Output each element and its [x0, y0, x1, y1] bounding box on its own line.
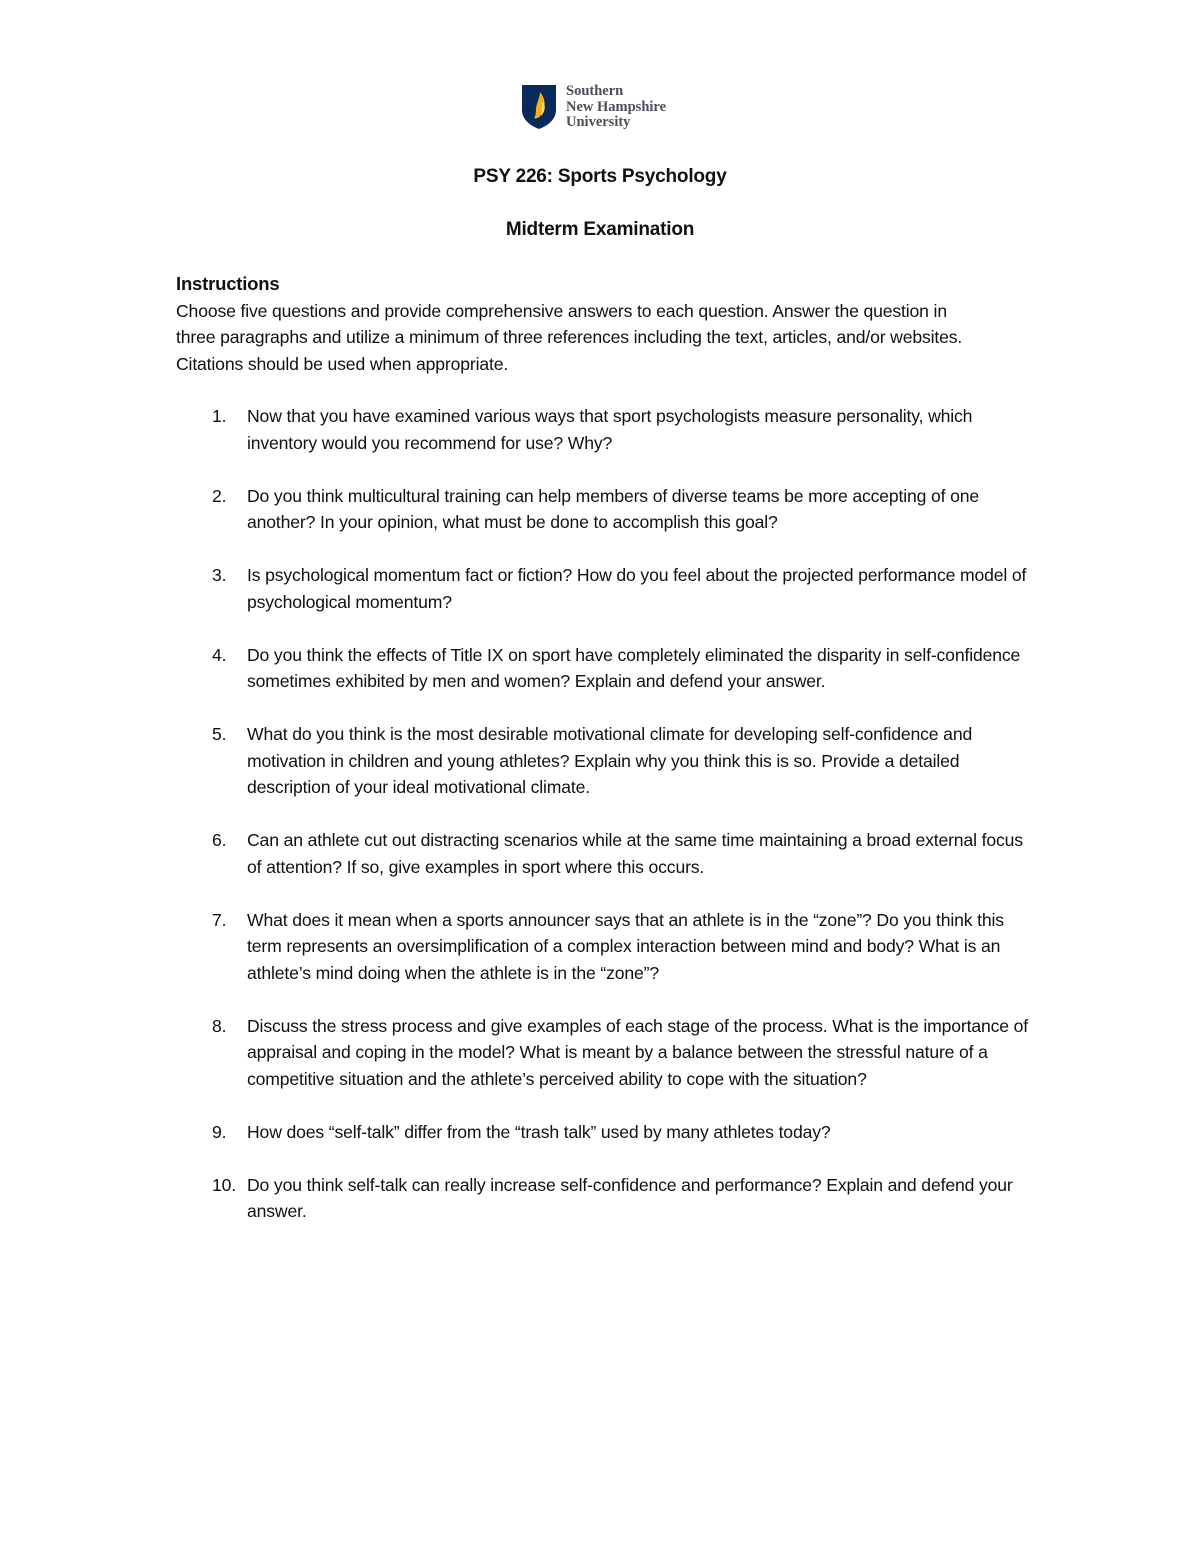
instructions-heading: Instructions: [176, 273, 280, 294]
question-text: Do you think the effects of Title IX on sport have completely eliminated the disparity in self-confidence sometimes exhibited by men and women? Explain and defend your answer.: [247, 644, 1021, 691]
logo-line-1: Southern: [566, 83, 624, 99]
question-number: 2.: [212, 485, 227, 506]
question-text: How does “self-talk” differ from the “trash talk” used by many athletes today?: [247, 1121, 831, 1142]
shield-flame-icon: [521, 84, 557, 130]
question-number: 1.: [212, 406, 227, 426]
document-body: [176, 271, 1036, 1251]
question-item: [176, 1013, 1036, 1093]
logo-line-3: University: [566, 114, 631, 130]
question-text: Discuss the stress process and give examples of each stage of the process. What is the importance of appraisal and coping in the model? What is meant by a balance between the stressful nature of a competitive situation and the athlete’s perceived ability to cope with the situation?: [247, 1015, 1029, 1089]
question-number: 4.: [212, 644, 227, 665]
question-number: 9.: [212, 1121, 227, 1142]
question-number: 7.: [212, 909, 227, 930]
question-text: Can an athlete cut out distracting scenarios while at the same time maintaining a broad external focus of attention? If so, give examples in sport where this occurs.: [247, 830, 1023, 877]
question-item: [176, 562, 1036, 615]
question-text: Do you think self-talk can really increase self-confidence and performance? Explain and defend your answer.: [247, 1174, 1013, 1221]
instructions-text: Choose five questions and provide comprehensive answers to each question. Answer the question in three paragraphs and utilize a minimum of three references including the text, articles, and/or websites. Citations should be used when appropriate.: [176, 300, 963, 374]
question-number: 10.: [212, 1174, 237, 1195]
question-number: 6.: [212, 830, 227, 850]
exam-title: Midterm Examination: [505, 219, 695, 240]
question-item: [176, 1172, 1036, 1225]
question-item: [176, 483, 1036, 536]
university-logo: [521, 84, 666, 132]
question-item: [176, 721, 1036, 801]
question-number: 5.: [212, 724, 227, 744]
question-list: [176, 403, 1036, 1225]
question-number: 3.: [212, 565, 227, 585]
question-item: [176, 1119, 1036, 1146]
question-item: [176, 642, 1036, 695]
logo-wordmark: [566, 84, 666, 131]
question-text: What does it mean when a sports announcer says that an athlete is in the “zone”? Do you think this term represents an oversimplification of a complex interaction between mind and body? What is an athlete’s mind doing when the athlete is in the “zone”?: [247, 909, 1004, 983]
question-text: Is psychological momentum fact or fiction? How do you feel about the projected performance model of psychological momentum?: [247, 565, 1027, 612]
question-text: Now that you have examined various ways that sport psychologists measure personality, which inventory would you recommend for use? Why?: [247, 406, 973, 453]
question-text: What do you think is the most desirable motivational climate for developing self-confidence and motivation in children and young athletes? Explain why you think this is so. Provide a detailed description of your ideal motivational climate.: [247, 724, 973, 797]
question-item: [176, 907, 1036, 987]
course-title: PSY 226: Sports Psychology: [473, 166, 727, 187]
question-text: Do you think multicultural training can help members of diverse teams be more accepting of one another? In your opinion, what must be done to accomplish this goal?: [247, 485, 980, 532]
question-number: 8.: [212, 1015, 227, 1036]
question-item: [176, 403, 1036, 456]
logo-line-2: New Hampshire: [566, 98, 667, 115]
question-item: [176, 827, 1036, 880]
